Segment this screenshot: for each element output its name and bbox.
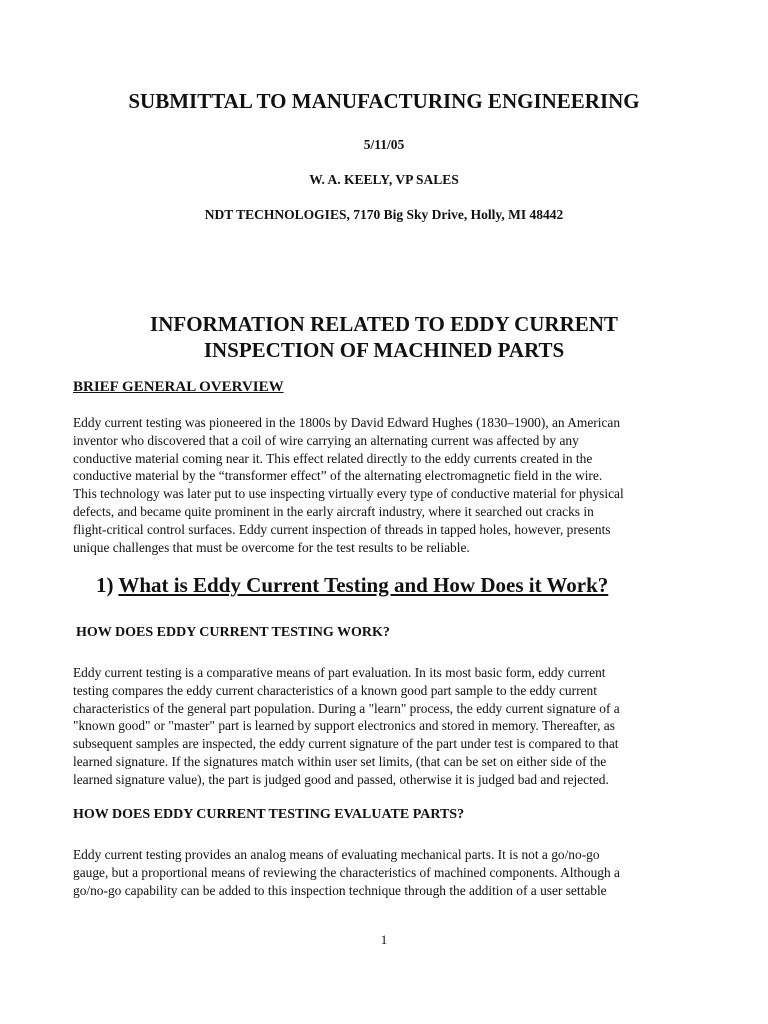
document-title-line-1: INFORMATION RELATED TO EDDY CURRENT xyxy=(150,312,618,336)
paragraph-line: testing compares the eddy current characteristics of a known good part sample to the eddy current xyxy=(73,682,597,698)
company-address: NDT TECHNOLOGIES, 7170 Big Sky Drive, Holly, MI 48442 xyxy=(204,207,564,222)
page-number: 1 xyxy=(380,932,388,947)
document-title xyxy=(0,311,768,363)
overview-paragraph xyxy=(73,414,713,556)
paragraph-line: conductive material coming near it. This effect related directly to the eddy currents created in the xyxy=(73,450,593,466)
how-evaluate-paragraph xyxy=(73,846,713,899)
paragraph-line: Eddy current testing is a comparative means of part evaluation. In its most basic form, eddy current xyxy=(73,665,606,680)
paragraph-line: Eddy current testing provides an analog means of evaluating mechanical parts. It is not a go/no-go xyxy=(73,847,600,862)
paragraph-line: unique challenges that must be overcome for the test results to be reliable. xyxy=(73,539,470,555)
paragraph-line: characteristics of the general part population. During a "learn" process, the eddy current signature of a xyxy=(73,700,620,716)
submittal-title: SUBMITTAL TO MANUFACTURING ENGINEERING xyxy=(128,89,640,113)
how-evaluate-heading: HOW DOES EDDY CURRENT TESTING EVALUATE PARTS? xyxy=(73,807,465,822)
paragraph-line: inventor who discovered that a coil of wire carrying an alternating current was affected by any xyxy=(73,432,579,448)
paragraph-line: "known good" or "master" part is learned by support electronics and stored in memory. Thereafter, as xyxy=(73,718,615,734)
how-work-heading: HOW DOES EDDY CURRENT TESTING WORK? xyxy=(76,625,390,640)
paragraph-line: defects, and became quite prominent in the early aircraft industry, where it searched out cracks in xyxy=(73,503,594,519)
submittal-date: 5/11/05 xyxy=(363,137,405,152)
paragraph-line: This technology was later put to use inspecting virtually every type of conductive material for physical xyxy=(73,486,624,502)
paragraph-line: gauge, but a proportional means of reviewing the characteristics of machined components. Although a xyxy=(73,864,620,880)
document-title-line-2: INSPECTION OF MACHINED PARTS xyxy=(203,338,565,362)
section-1-heading xyxy=(96,573,608,598)
paragraph-line: conductive material by the “transformer effect” of the alternating electromagnetic field in the wire. xyxy=(73,468,603,484)
paragraph-line: flight-critical control surfaces. Eddy current inspection of threads in tapped holes, however, presents xyxy=(73,521,611,537)
paragraph-line: learned signature value), the part is judged good and passed, otherwise it is judged bad and rejected. xyxy=(73,771,609,787)
author-line: W. A. KEELY, VP SALES xyxy=(309,172,459,187)
how-work-paragraph xyxy=(73,664,713,789)
section-number: 1) xyxy=(96,573,114,597)
section-title: What is Eddy Current Testing and How Does it Work? xyxy=(118,573,609,597)
overview-heading: BRIEF GENERAL OVERVIEW xyxy=(73,379,284,395)
paragraph-line: subsequent samples are inspected, the eddy current signature of the part under test is compared to that xyxy=(73,736,619,752)
paragraph-line: Eddy current testing was pioneered in the 1800s by David Edward Hughes (1830–1900), an American xyxy=(73,415,621,430)
paragraph-line: go/no-go capability can be added to this inspection technique through the addition of a user settable xyxy=(73,882,607,898)
paragraph-line: learned signature. If the signatures match within user set limits, (that can be set on either side of the xyxy=(73,753,607,769)
